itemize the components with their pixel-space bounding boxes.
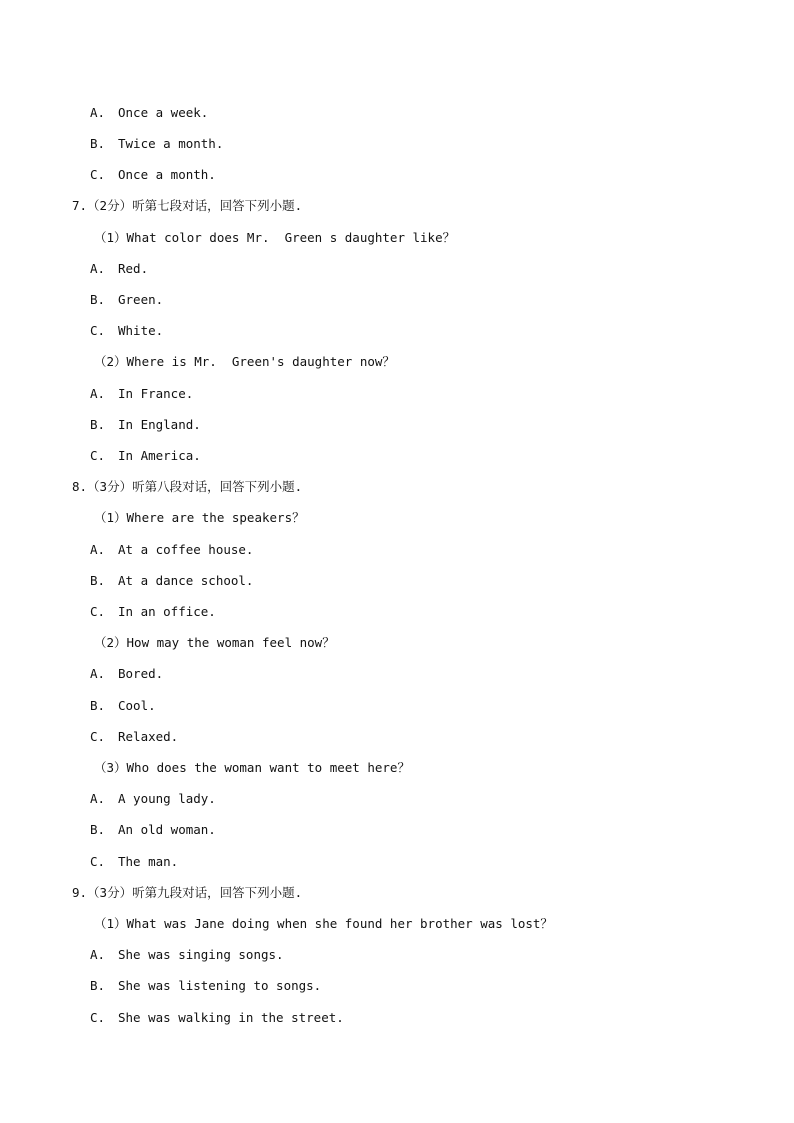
option-letter: C. bbox=[90, 1010, 106, 1025]
option-text: White. bbox=[118, 323, 164, 338]
q9-title: 9.（3分）听第九段对话，回答下列小题. bbox=[72, 885, 303, 900]
q7-sub2-option-c bbox=[90, 448, 201, 464]
option-text: The man. bbox=[118, 854, 179, 869]
q8-sub2-option-a bbox=[90, 666, 163, 682]
q9-sub1-option-b bbox=[90, 978, 321, 994]
q6-option-b bbox=[90, 136, 223, 152]
q9-sub1-option-c bbox=[90, 1010, 344, 1026]
option-letter: A. bbox=[90, 386, 106, 401]
option-text: In France. bbox=[118, 386, 194, 401]
option-text: Bored. bbox=[118, 666, 164, 681]
option-letter: C. bbox=[90, 448, 106, 463]
option-text: Red. bbox=[118, 261, 149, 276]
q7-sub1-option-c bbox=[90, 323, 163, 339]
q8-sub3-prompt: （3）Who does the woman want to meet here？ bbox=[94, 760, 410, 775]
option-letter: A. bbox=[90, 105, 106, 120]
option-text: She was singing songs. bbox=[118, 947, 284, 962]
option-letter: C. bbox=[90, 854, 106, 869]
option-letter: C. bbox=[90, 604, 106, 619]
option-text: In an office. bbox=[118, 604, 216, 619]
option-letter: A. bbox=[90, 542, 106, 557]
q8-sub2-option-c bbox=[90, 729, 178, 745]
q8-sub3-option-a bbox=[90, 791, 216, 807]
q9-sub1-option-a bbox=[90, 947, 284, 963]
option-letter: A. bbox=[90, 261, 106, 276]
option-text: In America. bbox=[118, 448, 201, 463]
q7-sub1-option-a bbox=[90, 261, 148, 277]
option-text: At a dance school. bbox=[118, 573, 254, 588]
q9-sub1-prompt: （1）What was Jane doing when she found her brother was lost？ bbox=[94, 916, 553, 931]
q8-sub3-option-b bbox=[90, 822, 216, 838]
option-letter: C. bbox=[90, 729, 106, 744]
q7-title: 7.（2分）听第七段对话，回答下列小题. bbox=[72, 198, 303, 213]
option-text: In England. bbox=[118, 417, 201, 432]
option-letter: C. bbox=[90, 323, 106, 338]
q8-sub1-prompt: （1）Where are the speakers？ bbox=[94, 510, 305, 525]
q8-sub3-option-c bbox=[90, 854, 178, 870]
option-text: A young lady. bbox=[118, 791, 216, 806]
q6-option-c bbox=[90, 167, 216, 183]
option-letter: A. bbox=[90, 791, 106, 806]
q7-sub2-option-a bbox=[90, 386, 193, 402]
option-text: An old woman. bbox=[118, 822, 216, 837]
option-letter: B. bbox=[90, 698, 106, 713]
q8-sub1-option-b bbox=[90, 573, 253, 589]
q8-sub1-option-c bbox=[90, 604, 216, 620]
q8-title: 8.（3分）听第八段对话，回答下列小题. bbox=[72, 479, 303, 494]
option-letter: B. bbox=[90, 417, 106, 432]
option-letter: C. bbox=[90, 167, 106, 182]
option-letter: B. bbox=[90, 573, 106, 588]
option-text: Green. bbox=[118, 292, 164, 307]
option-text: Once a week. bbox=[118, 105, 209, 120]
option-letter: B. bbox=[90, 978, 106, 993]
q8-sub1-option-a bbox=[90, 542, 253, 558]
q7-sub1-option-b bbox=[90, 292, 163, 308]
option-letter: A. bbox=[90, 947, 106, 962]
q7-sub1-prompt: （1）What color does Mr. Green s daughter like？ bbox=[94, 230, 456, 245]
q6-option-a bbox=[90, 105, 208, 121]
option-text: Twice a month. bbox=[118, 136, 224, 151]
q7-sub2-option-b bbox=[90, 417, 201, 433]
option-letter: A. bbox=[90, 666, 106, 681]
option-text: She was listening to songs. bbox=[118, 978, 322, 993]
q8-sub2-prompt: （2）How may the woman feel now？ bbox=[94, 635, 335, 650]
option-text: She was walking in the street. bbox=[118, 1010, 344, 1025]
option-text: Once a month. bbox=[118, 167, 216, 182]
option-letter: B. bbox=[90, 292, 106, 307]
option-letter: B. bbox=[90, 136, 106, 151]
q7-sub2-prompt: （2）Where is Mr. Green's daughter now？ bbox=[94, 354, 395, 369]
option-text: Relaxed. bbox=[118, 729, 179, 744]
q8-sub2-option-b bbox=[90, 698, 156, 714]
option-letter: B. bbox=[90, 822, 106, 837]
option-text: Cool. bbox=[118, 698, 156, 713]
option-text: At a coffee house. bbox=[118, 542, 254, 557]
